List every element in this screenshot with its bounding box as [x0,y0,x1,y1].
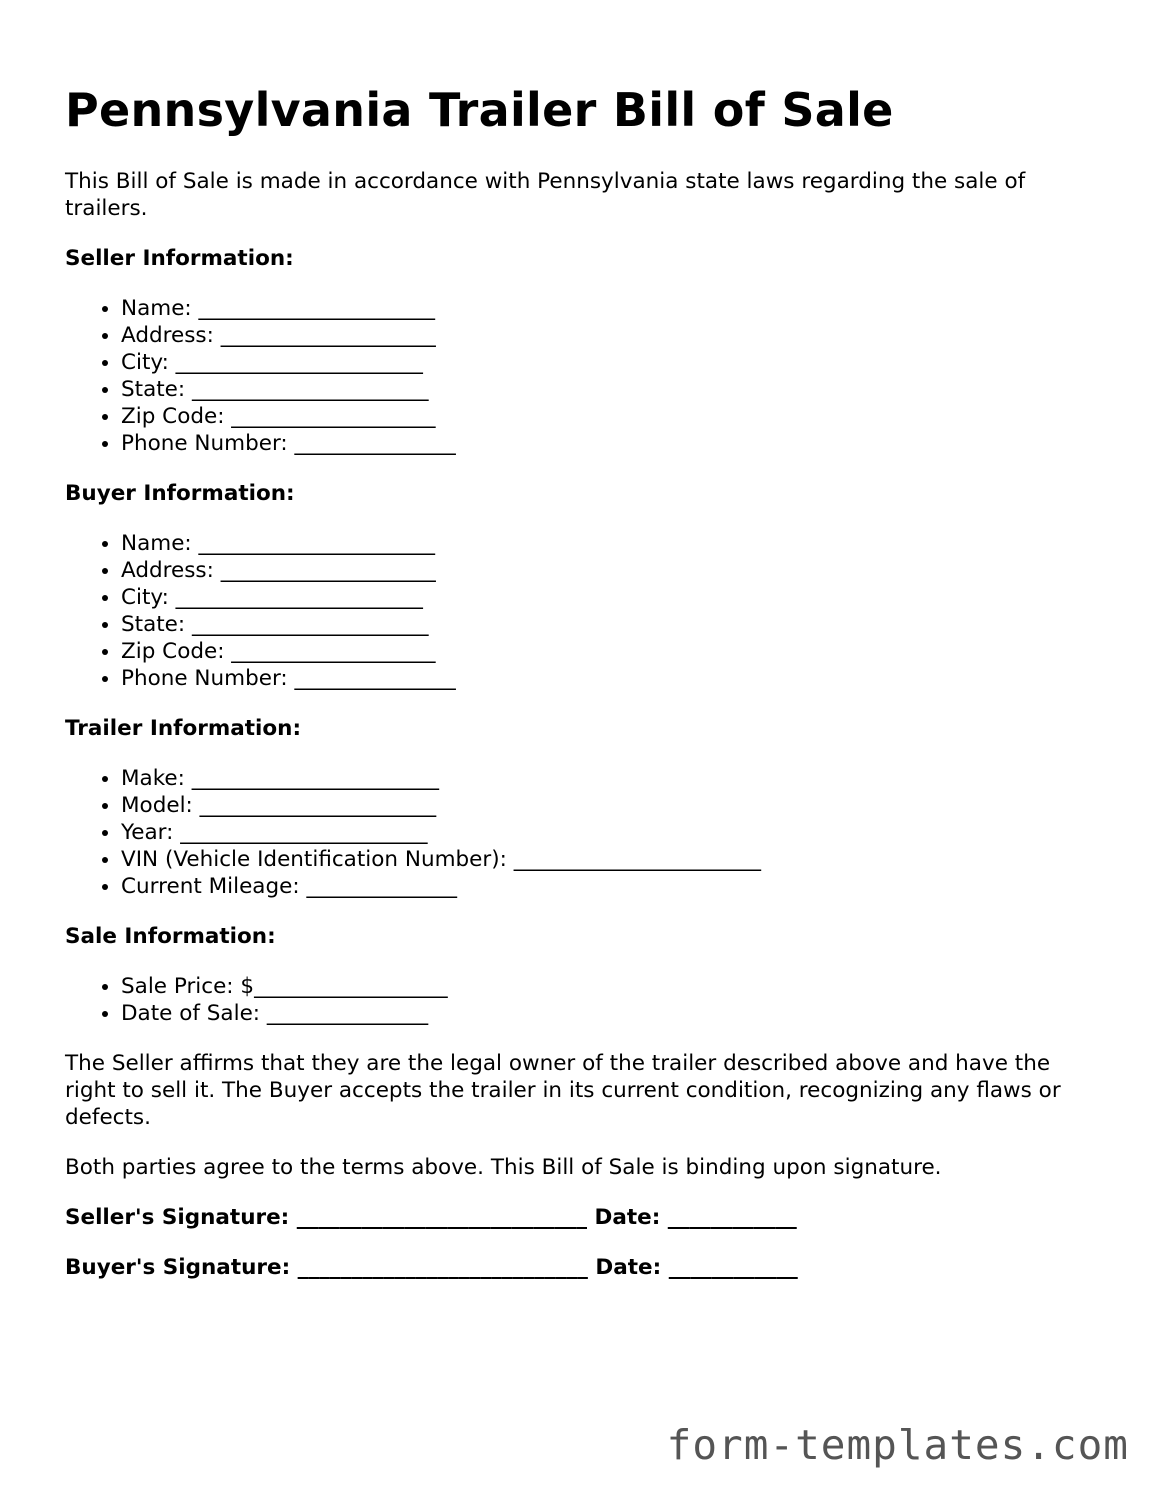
seller-name-field: • Name: ______________________ [121,295,1105,322]
buyer-heading: Buyer Information: [65,481,295,506]
trailer-fields-list [65,765,1105,900]
seller-fields-list [65,295,1105,457]
trailer-mileage-field: • Current Mileage: ______________ [121,873,1105,900]
document-page [65,84,1105,1304]
buyer-name-field: • Name: ______________________ [121,530,1105,557]
document-title: Pennsylvania Trailer Bill of Sale [65,83,894,137]
trailer-vin-field: • VIN (Vehicle Identification Number): _______________________ [121,846,1105,873]
affirmation-paragraph: The Seller affirms that they are the legal owner of the trailer described above and have the right to sell it. The Buyer accepts the trailer in its current condition, recognizing any flaws or defects. [65,1051,1061,1130]
seller-zip-field: • Zip Code: ___________________ [121,403,1105,430]
buyer-state-field: • State: ______________________ [121,611,1105,638]
seller-heading: Seller Information: [65,246,294,271]
trailer-make-field: • Make: _______________________ [121,765,1105,792]
buyer-signature-line: Buyer's Signature: ___________________________ Date: ____________ [65,1255,798,1280]
seller-signature-line: Seller's Signature: ___________________________ Date: ____________ [65,1205,797,1230]
buyer-city-field: • City: _______________________ [121,584,1105,611]
trailer-heading: Trailer Information: [65,716,302,741]
sale-price-field: • Sale Price: $__________________ [121,973,1105,1000]
buyer-fields-list [65,530,1105,692]
seller-city-field: • City: _______________________ [121,349,1105,376]
intro-paragraph: This Bill of Sale is made in accordance with Pennsylvania state laws regarding the sale of trailers. [65,169,1026,221]
trailer-model-field: • Model: ______________________ [121,792,1105,819]
trailer-year-field: • Year: _______________________ [121,819,1105,846]
seller-state-field: • State: ______________________ [121,376,1105,403]
agreement-paragraph: Both parties agree to the terms above. This Bill of Sale is binding upon signature. [65,1155,942,1180]
seller-phone-field: • Phone Number: _______________ [121,430,1105,457]
buyer-phone-field: • Phone Number: _______________ [121,665,1105,692]
sale-date-field: • Date of Sale: _______________ [121,1000,1105,1027]
sale-heading: Sale Information: [65,924,276,949]
buyer-address-field: • Address: ____________________ [121,557,1105,584]
watermark: form-templates.com [666,1421,1129,1469]
seller-address-field: • Address: ____________________ [121,322,1105,349]
buyer-zip-field: • Zip Code: ___________________ [121,638,1105,665]
sale-fields-list [65,973,1105,1027]
